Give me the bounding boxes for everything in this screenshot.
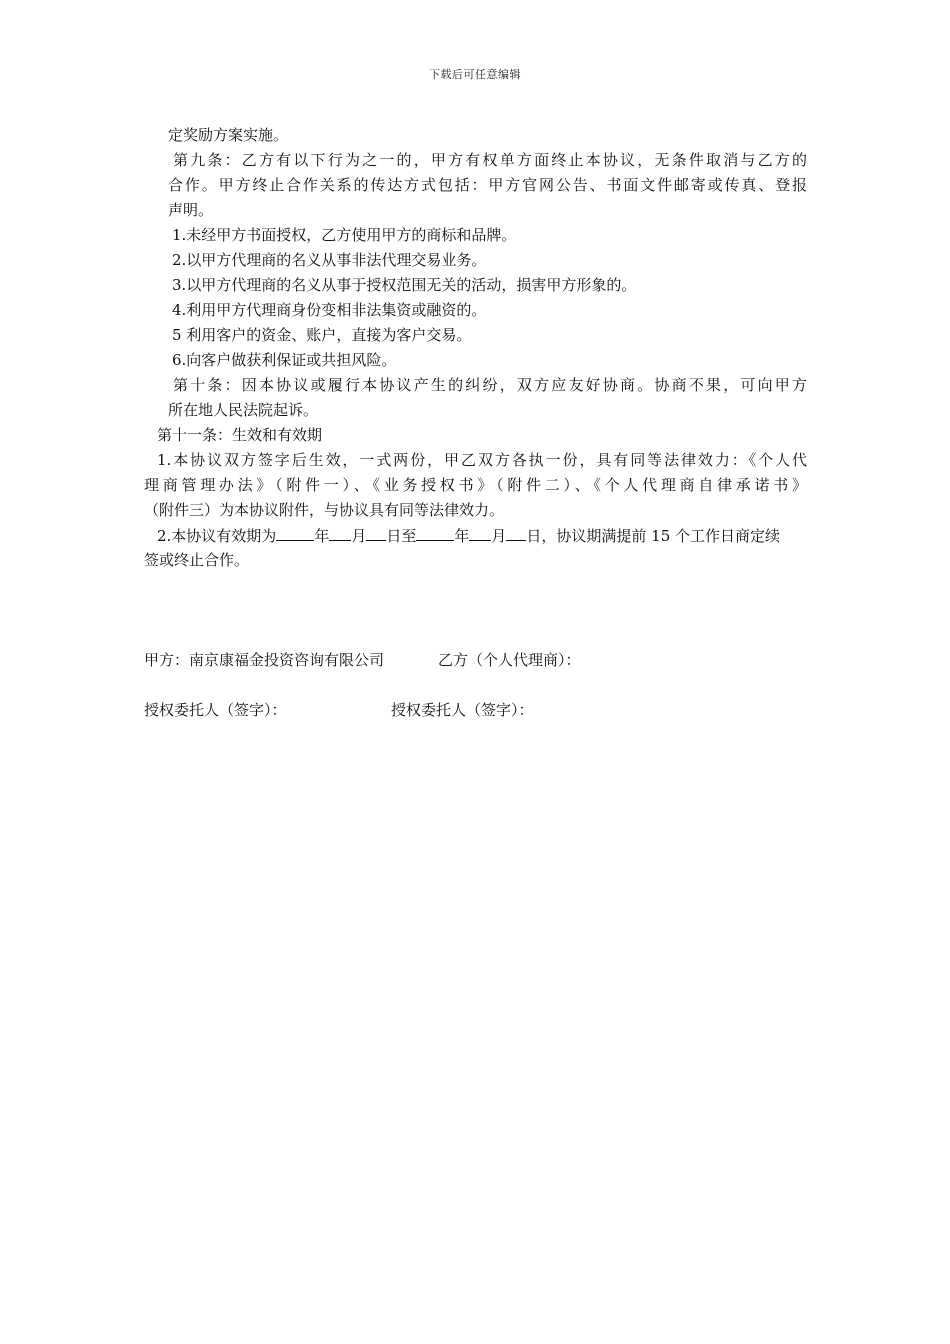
month-blank (329, 525, 351, 541)
article-11-heading: 第十一条：生效和有效期 (157, 426, 323, 444)
list-item: 5 利用客户的资金、账户，直接为客户交易。 (172, 326, 472, 344)
article-9-line: 声明。 (168, 201, 214, 219)
validity-text: 年 (454, 527, 470, 545)
day-blank (366, 525, 386, 541)
article-9-line: 第九条：乙方有以下行为之一的，甲方有权单方面终止本协议，无条件取消与乙方的 (173, 151, 807, 169)
validity-text: 2.本协议有效期为 (157, 527, 277, 545)
month-blank (469, 525, 491, 541)
party-a-label: 甲方：南京康福金投资咨询有限公司 (144, 651, 385, 669)
validity-period-line (157, 525, 780, 546)
list-item: 6.向客户做获利保证或共担风险。 (172, 351, 397, 369)
signature-label-a: 授权委托人（签字）： (144, 701, 287, 719)
article-10-line: 第十条：因本协议或履行本协议产生的纠纷，双方应友好协商。协商不果，可向甲方 (173, 376, 807, 394)
page-header: 下载后可任意编辑 (429, 68, 521, 81)
year-blank (416, 525, 454, 541)
article-10-line: 所在地人民法院起诉。 (168, 401, 319, 419)
list-item: 3.以甲方代理商的名义从事于授权范围无关的活动，损害甲方形象的。 (172, 276, 637, 294)
list-item: 1.未经甲方书面授权，乙方使用甲方的商标和品牌。 (172, 226, 517, 244)
article-9-line: 合作。甲方终止合作关系的传达方式包括：甲方官网公告、书面文件邮寄或传真、登报 (168, 176, 807, 194)
year-blank (276, 525, 314, 541)
article-11-line: 理商管理办法》（附件一）、《业务授权书》（附件二）、《个人代理商自律承诺书》 (144, 476, 807, 494)
validity-text: 月 (491, 527, 507, 545)
party-b-label: 乙方（个人代理商）： (438, 651, 581, 669)
validity-text: 月 (351, 527, 367, 545)
day-blank (506, 525, 526, 541)
list-item: 4.利用甲方代理商身份变相非法集资或融资的。 (172, 301, 487, 319)
paragraph-line: 定奖励方案实施。 (168, 126, 289, 144)
validity-text: 日，协议期满提前 15 个工作日商定续 (526, 527, 781, 545)
article-11-line: （附件三）为本协议附件，与协议具有同等法律效力。 (144, 501, 505, 519)
validity-text: 年 (314, 527, 330, 545)
signature-label-b: 授权委托人（签字）： (391, 701, 534, 719)
article-11-line: 签或终止合作。 (144, 551, 250, 569)
article-11-line: 1.本协议双方签字后生效，一式两份，甲乙双方各执一份，具有同等法律效力：《个人代 (157, 451, 807, 469)
validity-text: 日至 (386, 527, 417, 545)
list-item: 2.以甲方代理商的名义从事非法代理交易业务。 (172, 251, 487, 269)
